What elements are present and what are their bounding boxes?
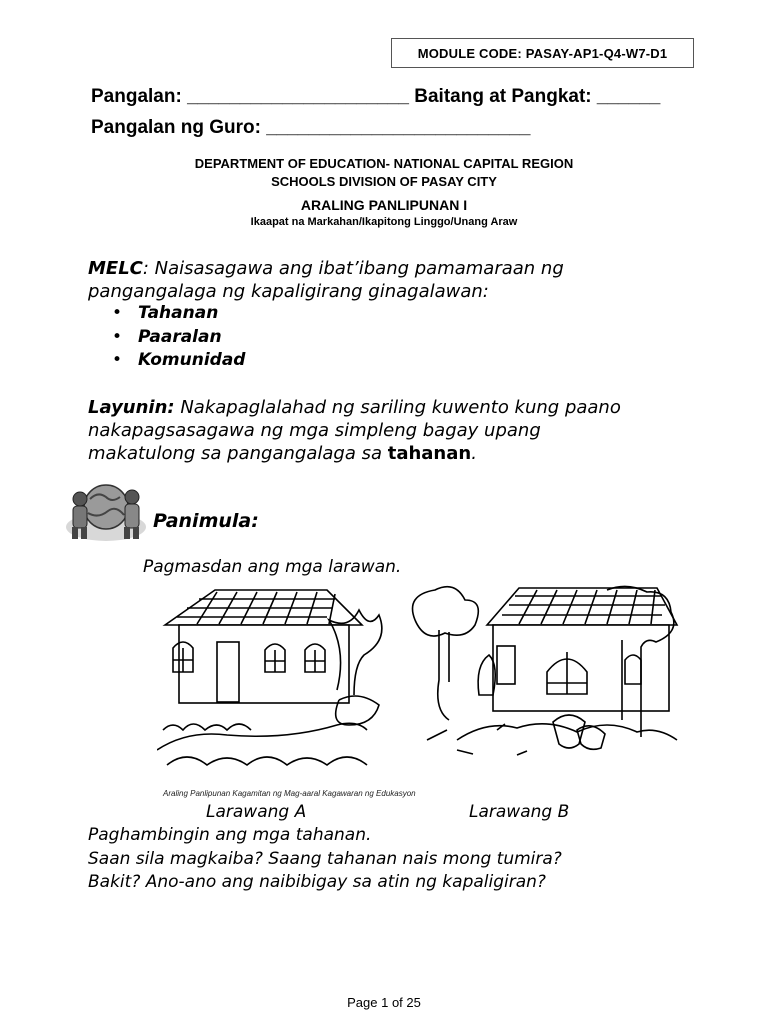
melc-line-1 — [88, 257, 564, 280]
name-grade-field-line: Pangalan: _____________________ Baitang at Pangkat: ______ — [91, 86, 661, 107]
list-item: • Paaralan — [112, 326, 245, 350]
label-larawang-b: Larawang B — [469, 802, 570, 822]
quarter-week-day: Ikaapat na Markahan/Ikapitong Linggo/Unang Araw — [250, 216, 518, 228]
division-heading: SCHOOLS DIVISION OF PASAY CITY — [271, 174, 497, 189]
label-larawang-a: Larawang A — [206, 802, 307, 822]
page-number: Page 1 of 25 — [347, 995, 421, 1010]
layunin-label: Layunin: — [88, 397, 175, 418]
instruction-text: Pagmasdan ang mga larawan. — [143, 557, 402, 577]
melc-label: MELC — [88, 258, 143, 279]
subject-title: ARALING PANLIPUNAN I — [300, 197, 468, 213]
bullet-icon: • — [112, 326, 123, 347]
question-line: Saan sila magkaiba? Saang tahanan nais mong tumira? — [88, 848, 562, 869]
tahanan-emphasis: tahanan — [387, 443, 472, 464]
melc-text: : Naisasagawa ang ibat’ibang pamamaraan ng — [142, 258, 564, 279]
melc-line-2: pangangalaga ng kapaligirang ginagalawan: — [88, 281, 489, 302]
list-item: • Komunidad — [112, 349, 245, 373]
module-code: MODULE CODE: PASAY-AP1-Q4-W7-D1 — [417, 45, 668, 61]
bullet-icon: • — [112, 303, 123, 323]
list-item: • Tahanan — [112, 302, 245, 326]
panimula-heading: Panimula: — [153, 510, 259, 532]
department-heading: DEPARTMENT OF EDUCATION- NATIONAL CAPITAL REGION — [194, 156, 574, 171]
teacher-field-line: Pangalan ng Guro: _________________________ — [91, 117, 531, 138]
layunin-line-2: nakapagsasagawa ng mga simpleng bagay upang — [88, 420, 541, 441]
image-credit-caption: Araling Panlipunan Kagamitan ng Mag-aaral Kagawaran ng Edukasyon — [163, 789, 416, 798]
guide-questions — [88, 824, 562, 895]
layunin-line-1: Layunin: Nakapaglalahad ng sariling kuwento kung paano — [88, 397, 621, 418]
layunin-line-3: makatulong sa pangangalaga sa tahanan. — [88, 443, 477, 464]
children-with-globe-icon — [60, 477, 152, 547]
module-code-box — [391, 38, 694, 68]
question-line: Bakit? Ano-ano ang naibibigay sa atin ng kapaligiran? — [88, 872, 546, 892]
question-line: Paghambingin ang mga tahanan. — [88, 825, 372, 845]
bullet-icon: • — [112, 350, 123, 370]
melc-bullet-list — [112, 302, 245, 373]
houses-illustration — [157, 580, 685, 788]
